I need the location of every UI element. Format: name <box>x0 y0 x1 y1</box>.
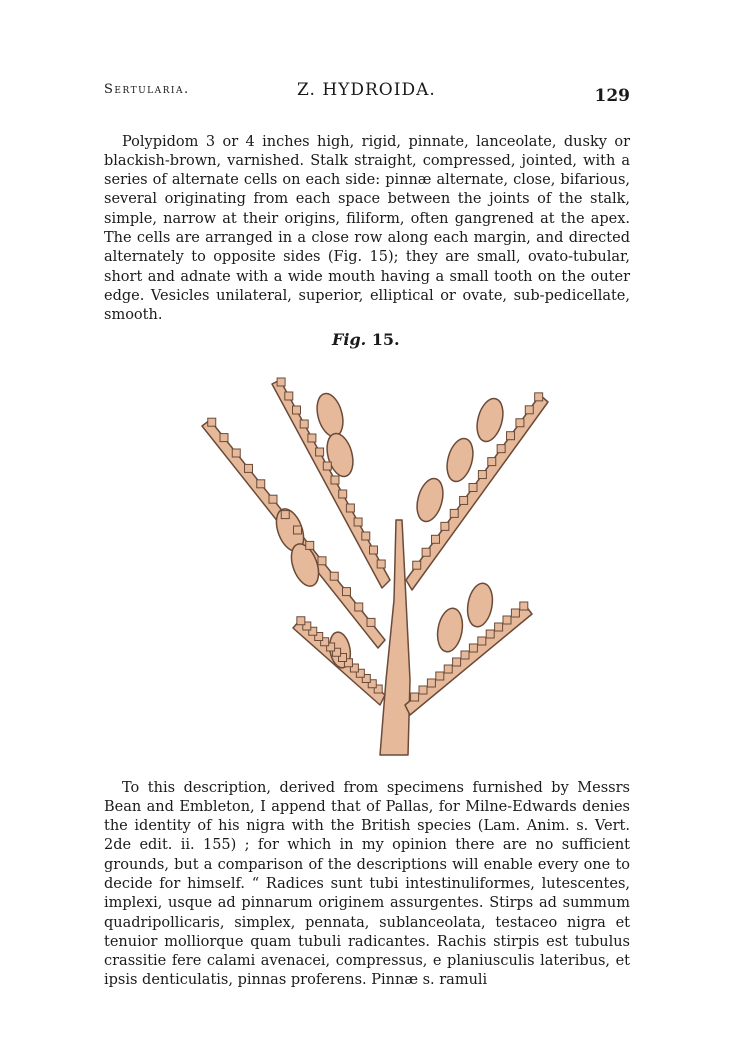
hydrotheca-cell <box>294 526 302 534</box>
hydrotheca-cell <box>478 637 486 645</box>
hydroid-illustration <box>180 350 560 760</box>
hydrotheca-cell <box>308 434 316 442</box>
hydrotheca-cell <box>535 393 543 401</box>
hydrotheca-cell <box>461 651 469 659</box>
hydrotheca-cell <box>245 464 253 472</box>
commentary-paragraph: To this description, derived from specimens furnished by Messrs Bean and Embleton, I append that of Pallas, for Milne-Edwards denies the identity of his nigra with the British species (Lam. Anim. s. Vert. 2de edit. ii. 155) ; for which in my opinion there are no sufficient grounds, but a comparison of the descriptions will enable every one to decide for himself. “ Radices sunt tubi intestinuliformes, lutescentes, implexi, usque ad pinnarum originem assurgentes. Stirps ad summum quadripollicaris, simplex, pennata, sublanceolata, testaceo nigra et tenuior molliorque quam tubuli radicantes. Rachis stirpis est tubulus crassitie fere calami avenacei, compressus, e planiusculis lateribus, et ipsis denticulatis, pinnas proferens. Pinnæ s. ramuli <box>104 779 630 989</box>
hydrotheca-cell <box>208 418 216 426</box>
hydrotheca-cell <box>520 602 528 610</box>
hydrotheca-cell <box>469 484 477 492</box>
hydrotheca-cell <box>355 603 363 611</box>
hydrotheca-cell <box>444 665 452 673</box>
hydrotheca-cell <box>330 572 338 580</box>
branch-lower-right <box>405 605 532 715</box>
hydrotheca-cell <box>488 458 496 466</box>
hydrotheca-cell <box>516 419 524 427</box>
hydrotheca-cell <box>377 560 385 568</box>
hydrotheca-cell <box>269 495 277 503</box>
hydroid-drawing <box>180 350 560 760</box>
hydrotheca-cell <box>370 546 378 554</box>
hydrotheca-cell <box>419 686 427 694</box>
hydrotheca-cell <box>427 679 435 687</box>
running-head-order: Z. HYDROIDA. <box>297 80 436 100</box>
hydrotheca-cell <box>511 609 519 617</box>
page-number: 129 <box>594 86 630 106</box>
hydrotheca-cell <box>331 476 339 484</box>
figure-caption-number: 15. <box>371 330 400 349</box>
hydrotheca-cell <box>367 618 375 626</box>
hydrotheca-cell <box>354 518 362 526</box>
hydrotheca-cell <box>316 448 324 456</box>
hydrotheca-cell <box>293 406 301 414</box>
hydrotheca-cell <box>362 532 370 540</box>
hydrotheca-cell <box>507 432 515 440</box>
hydrotheca-cell <box>453 658 461 666</box>
running-header <box>104 80 630 104</box>
vesicle <box>473 396 508 445</box>
vesicle <box>313 391 348 440</box>
hydrotheca-cell <box>343 588 351 596</box>
vesicle <box>443 436 478 485</box>
hydrotheca-cell <box>346 504 354 512</box>
hydrotheca-cell <box>220 434 228 442</box>
hydrotheca-cell <box>486 630 494 638</box>
hydrotheca-cell <box>306 541 314 549</box>
hydrotheca-cell <box>450 509 458 517</box>
hydrotheca-cell <box>431 535 439 543</box>
hydrotheca-cell <box>469 644 477 652</box>
hydrotheca-cell <box>495 623 503 631</box>
hydrotheca-cell <box>339 490 347 498</box>
hydrotheca-cell <box>525 406 533 414</box>
hydrotheca-cell <box>460 496 468 504</box>
hydrotheca-cell <box>422 548 430 556</box>
species-description: Polypidom 3 or 4 inches high, rigid, pinnate, lanceolate, dusky or blackish-brown, varnished. Stalk straight, compressed, jointed, with a series of alternate cells on each side: pinnæ alternate, close, bifarious, several originating from each space between the joints of the stalk, simple, narrow at their origins, filiform, often gangrened at the apex. The cells are arranged in a close row along each margin, and directed alternately to opposite sides (Fig. 15); they are small, ovato-tubular, short and adnate with a wide mouth having a small tooth on the outer edge. Vesicles unilateral, superior, elliptical or ovate, sub-pedicellate, smooth. <box>104 133 630 324</box>
hydrotheca-cell <box>323 462 331 470</box>
hydrotheca-cell <box>436 672 444 680</box>
hydrotheca-cell <box>277 378 285 386</box>
hydrotheca-cell <box>318 557 326 565</box>
main-stalk <box>380 520 410 755</box>
hydrotheca-cell <box>257 480 265 488</box>
hydrotheca-cell <box>281 511 289 519</box>
vesicle <box>413 476 448 525</box>
vesicle <box>434 606 465 653</box>
hydrotheca-cell <box>297 617 305 625</box>
hydrotheca-cell <box>497 445 505 453</box>
hydrotheca-cell <box>411 693 419 701</box>
hydrotheca-cell <box>441 522 449 530</box>
figure-caption-prefix: Fig. <box>332 330 367 349</box>
hydrotheca-cell <box>232 449 240 457</box>
vesicle <box>464 581 495 628</box>
running-head-genus: Sertularia. <box>104 82 190 97</box>
figure-caption <box>332 330 400 349</box>
hydrotheca-cell <box>413 561 421 569</box>
hydrotheca-cell <box>285 392 293 400</box>
hydrotheca-cell <box>300 420 308 428</box>
hydrotheca-cell <box>503 616 511 624</box>
hydrotheca-cell <box>478 471 486 479</box>
